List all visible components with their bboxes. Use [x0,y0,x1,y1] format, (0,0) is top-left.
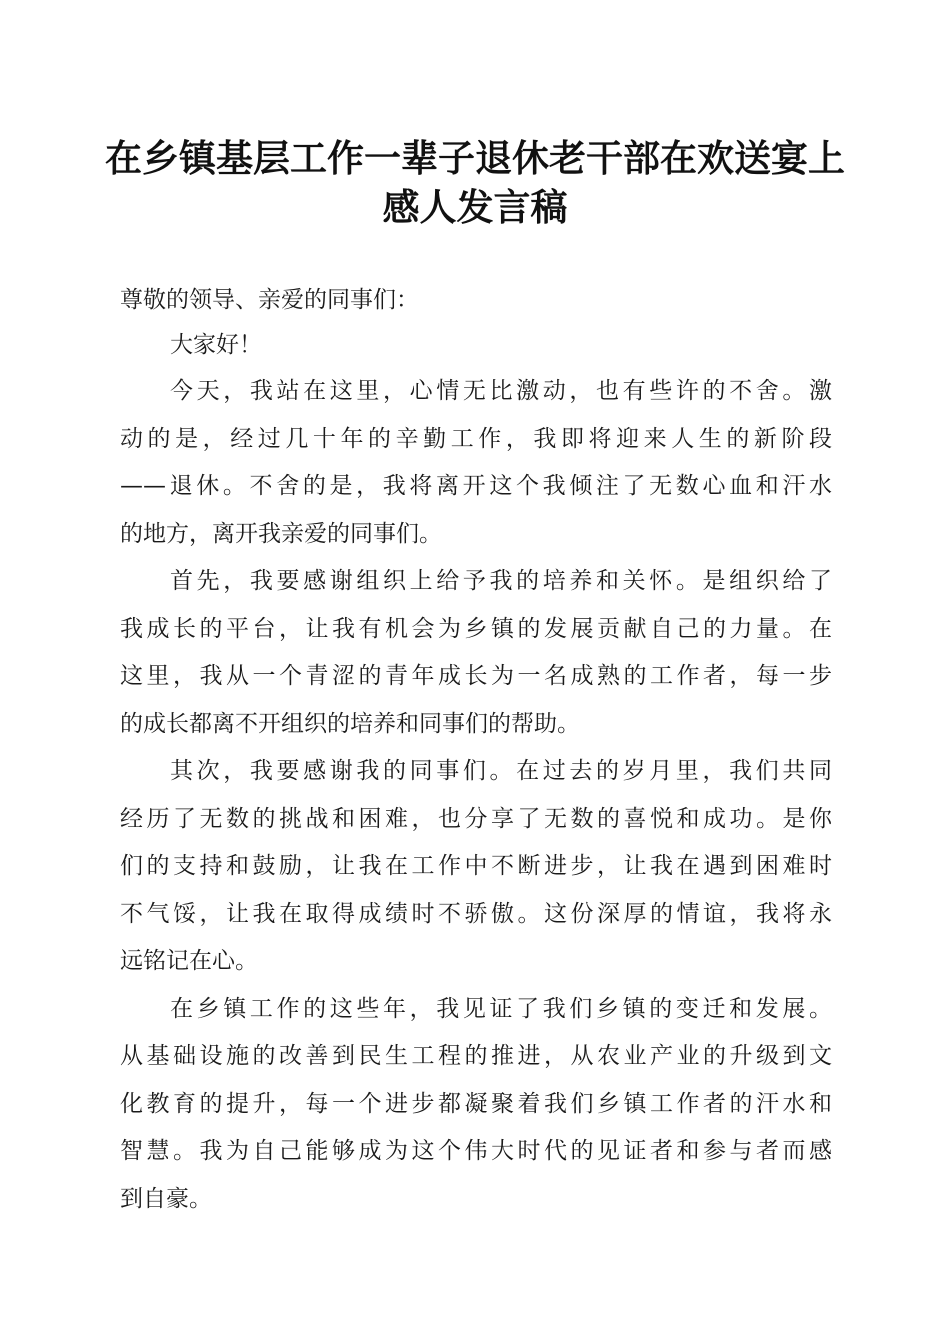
paragraph-1 [120,368,832,558]
document-body [120,278,832,1223]
paragraph-line: 其次，我要感谢我的同事们。在过去的岁月里，我们共同 [170,758,832,784]
paragraph-line: 不气馁，让我在取得成绩时不骄傲。这份深厚的情谊，我将永 [120,900,832,927]
paragraph-line: ——退休。不舍的是，我将离开这个我倾注了无数心血和汗水 [120,473,832,499]
paragraph-2 [120,558,832,748]
paragraph-line: 远铭记在心。 [120,948,258,974]
paragraph-line: 经历了无数的挑战和困难，也分享了无数的喜悦和成功。是你 [120,805,832,832]
greeting: 大家好！ [170,332,262,358]
paragraph-line: 在乡镇工作的这些年，我见证了我们乡镇的变迁和发展。 [170,995,832,1022]
paragraph-line: 首先，我要感谢组织上给予我的培养和关怀。是组织给了 [170,568,832,594]
paragraph-line: 到自豪。 [120,1185,212,1212]
paragraph-line: 的成长都离不开组织的培养和同事们的帮助。 [120,710,580,737]
paragraph-line: 的地方，离开我亲爱的同事们。 [120,520,442,547]
salutation: 尊敬的领导、亲爱的同事们： [120,287,419,313]
paragraph-line: 动的是，经过几十年的辛勤工作，我即将迎来人生的新阶段 [120,425,832,452]
paragraph-3 [120,748,832,986]
title-line: 在乡镇基层工作一辈子退休老干部在欢送宴上 [105,136,845,180]
paragraph-line: 今天，我站在这里，心情无比激动，也有些许的不舍。激 [170,378,832,404]
paragraph-line: 们的支持和鼓励，让我在工作中不断进步，让我在遇到困难时 [120,853,832,879]
paragraph-line: 这里，我从一个青涩的青年成长为一名成熟的工作者，每一步 [120,663,832,689]
paragraph-line: 从基础设施的改善到民生工程的推进，从农业产业的升级到文 [120,1043,832,1069]
paragraph-4 [120,986,832,1224]
paragraph-line: 智慧。我为自己能够成为这个伟大时代的见证者和参与者而感 [120,1138,832,1164]
title-line: 感人发言稿 [382,185,568,229]
document-title [100,134,850,232]
paragraph-line: 我成长的平台，让我有机会为乡镇的发展贡献自己的力量。在 [120,615,832,642]
paragraph-line: 化教育的提升，每一个进步都凝聚着我们乡镇工作者的汗水和 [120,1090,832,1117]
